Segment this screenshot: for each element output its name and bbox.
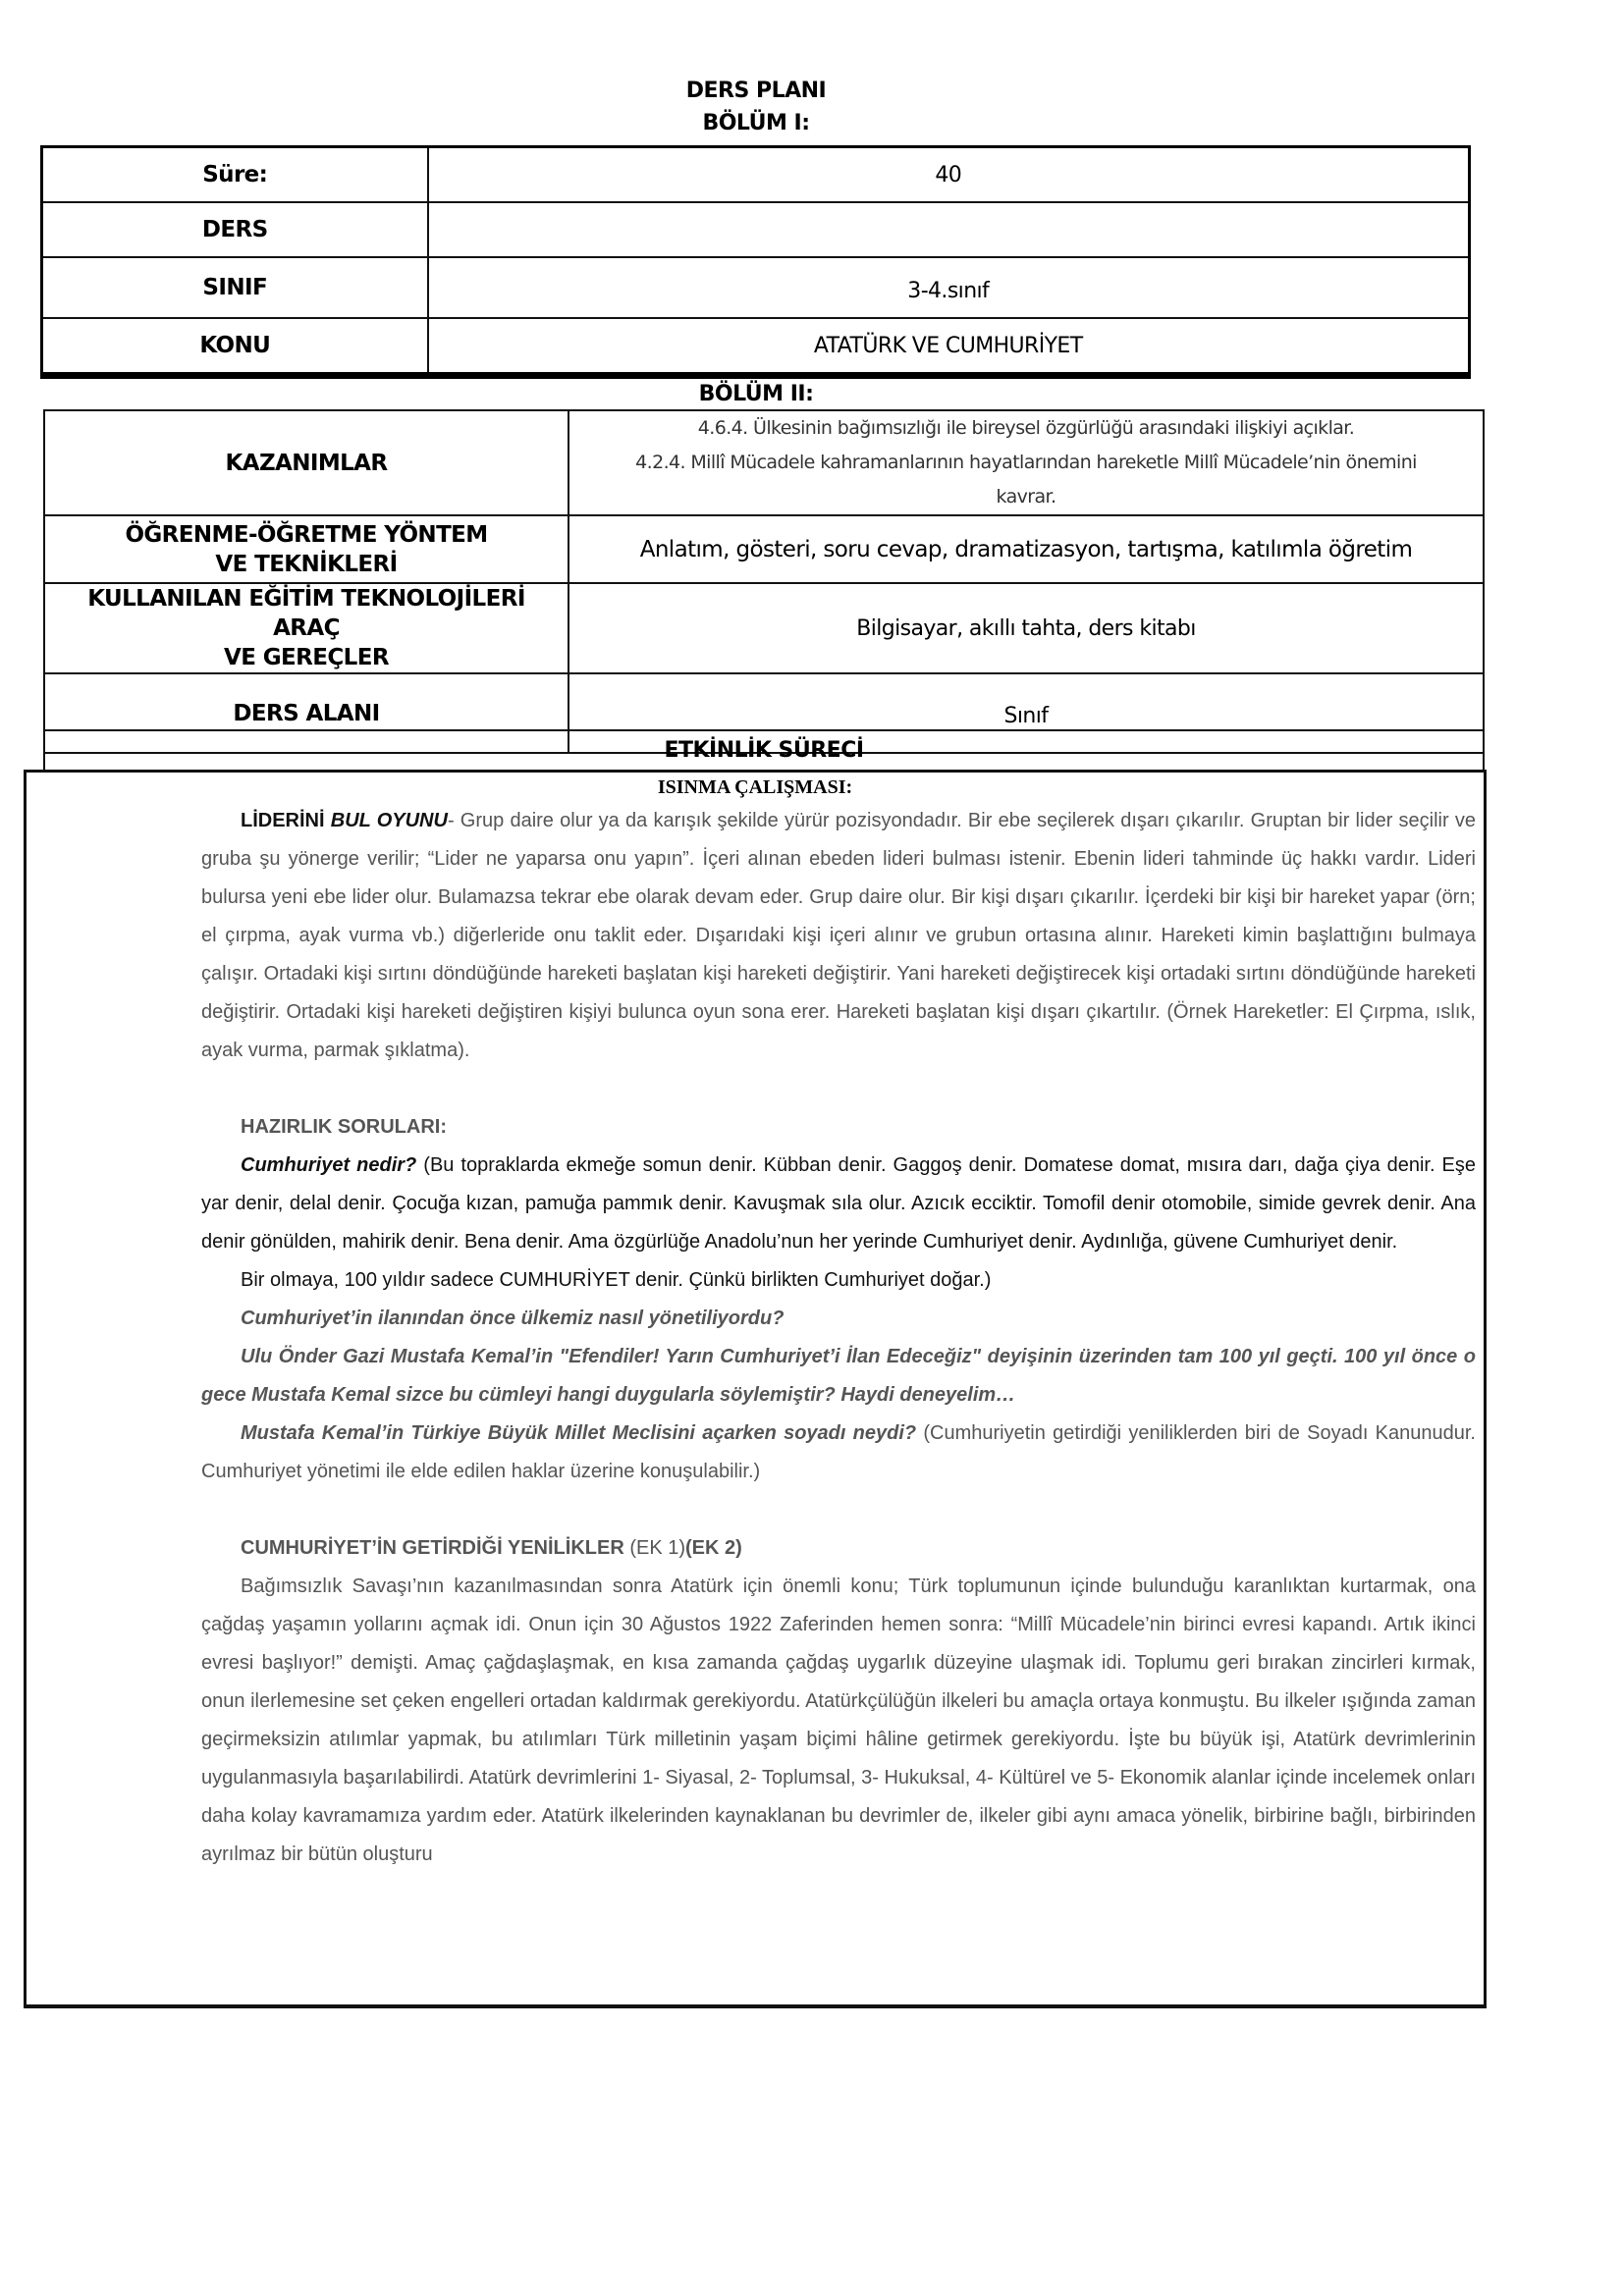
table-row <box>42 318 1470 376</box>
lesson-details-table <box>43 409 1485 754</box>
duration-value: 40 <box>428 147 1470 203</box>
question-1 <box>201 1147 1476 1261</box>
innovations-heading <box>201 1529 1476 1568</box>
game-title-b: BUL OYUNU <box>330 810 448 831</box>
area-label: DERS ALANI <box>44 673 568 753</box>
methods-value: Anlatım, gösteri, soru cevap, dramatizasyon, tartışma, katılımla öğretim <box>568 515 1484 583</box>
grade-label: SINIF <box>42 257 428 318</box>
course-label: DERS <box>42 202 428 257</box>
document-title: DERS PLANI <box>685 79 827 103</box>
question-4 <box>201 1415 1476 1491</box>
question-1-continued: Bir olmaya, 100 yıldır sadece CUMHURİYET denir. Çünkü birlikten Cumhuriyet doğar.) <box>241 1269 992 1291</box>
activity-content-box <box>24 770 1487 2008</box>
table-row <box>42 257 1470 318</box>
table-row <box>44 515 1484 583</box>
grade-value: 3-4.sınıf <box>428 257 1470 318</box>
outcomes-label: KAZANIMLAR <box>44 410 568 515</box>
table-row <box>44 410 1484 515</box>
annex-1-ref: (EK 1) <box>623 1537 686 1559</box>
methods-label <box>44 515 568 583</box>
outcome-item: 4.2.4. Millî Mücadele kahramanlarının hayatlarından hareketle Millî Mücadele’nin önemini kavrar. <box>635 452 1417 507</box>
lesson-info-table <box>40 145 1471 379</box>
innovations-paragraph: Bağımsızlık Savaşı’nın kazanılmasından sonra Atatürk için önemli konu; Türk toplumunun içinde bulunduğu karanlıktan kurtarmak, ona çağdaş yaşamın yollarını açmak idi. Onun için 30 Ağustos 1922 Zaferinden hemen sonra: “Millî Mücadele’nin birinci evresi kapandı. Artık ikinci evresi başlıyor!” demişti. Amaç çağdaşlaşmak, en kısa zamanda çağdaş uygarlık düzeyine ulaşmak idi. Toplumu geri bırakan zincirleri kırmak, onun ilerlemesine set çeken engelleri ortadan kaldırmak gerekiyordu. Atatürkçülüğün ilkeleri bu amaçla ortaya konmuştu. Bu ilkeler ışığında zaman geçirmeksizin atılımlar yapmak, bu atılımları Türk milletinin yaşam biçimi hâline getirmek gerekiyordu. İşte bu büyük işi, Atatürk devrimlerinin uygulanmasıyla başarılabilirdi. Atatürk devrimlerini 1- Siyasal, 2- Toplumsal, 3- Hukuksal, 4- Kültürel ve 5- Ekonomik alanlar içinde incelemek onları daha kolay kavramamıza yardım eder. Atatürk ilkelerinden kaynaklanan bu devrimler de, ilkeler gibi aynı amaca yönelik, birbirine bağlı, birbirinden ayrılmaz bir bütün oluşturu <box>201 1575 1476 1865</box>
tools-label-line: KULLANILAN EĞİTİM TEKNOLOJİLERİ ARAÇ <box>87 586 525 641</box>
tools-value: Bilgisayar, akıllı tahta, ders kitabı <box>568 583 1484 673</box>
prep-questions-heading: HAZIRLIK SORULARI: <box>241 1116 447 1138</box>
question-4-title: Mustafa Kemal’in Türkiye Büyük Millet Meclisini açarken soyadı neydi? <box>241 1422 917 1444</box>
tools-label <box>44 583 568 673</box>
annex-2-ref: (EK 2) <box>685 1537 742 1559</box>
warmup-heading: ISINMA ÇALIŞMASI: <box>657 776 853 798</box>
outcomes-value <box>568 410 1484 515</box>
course-value <box>428 202 1470 257</box>
topic-value: ATATÜRK VE CUMHURİYET <box>428 318 1470 376</box>
question-1-title: Cumhuriyet nedir? <box>241 1154 417 1176</box>
section-2-heading: BÖLÜM II: <box>698 382 814 406</box>
activity-process-heading: ETKİNLİK SÜRECİ <box>43 729 1485 770</box>
activity-content <box>201 802 1476 1874</box>
question-3: Ulu Önder Gazi Mustafa Kemal’in "Efendiler! Yarın Cumhuriyet’i İlan Edeceğiz" deyişinin üzerinden tam 100 yıl geçti. 100 yıl önce o gece Mustafa Kemal sizce bu cümleyi hangi duygularla söylemiştir? Haydi deneyelim… <box>201 1346 1476 1406</box>
table-row <box>42 202 1470 257</box>
question-4-text: (Cumhuriyetin getirdiği yeniliklerden biri de Soyadı Kanunudur. Cumhuriyet yönetimi ile elde edilen haklar üzerine konuşulabilir.) <box>201 1422 1476 1482</box>
question-2: Cumhuriyet’in ilanından önce ülkemiz nasıl yönetiliyordu? <box>241 1308 785 1329</box>
methods-label-line: ÖĞRENME-ÖĞRETME YÖNTEM <box>125 521 488 548</box>
game-text: - Grup daire olur ya da karışık şekilde yürür pozisyondadır. Bir ebe seçilerek dışarı çıkarılır. Gruptan bir lider seçilir ve gruba şu yönerge verilir; “Lider ne yaparsa onu yapın”. İçeri alınan ebeden lideri bulması istenir. Ebenin lideri tahminde üç hakkı vardır. Lideri bulursa yeni ebe lider olur. Bulamazsa tekrar ebe olarak devam eder. Grup daire olur. Bir kişi dışarı çıkarılır. İçerdeki bir kişi bir hareket yapar (örn; el çırpma, ayak vurma vb.) diğerleride onu taklit eder. Dışarıdaki kişi içeri alınır ve grubun ortasına alınır. Hareketi kimin başlattığını bulmaya çalışır. Ortadaki kişi sırtını döndüğünde hareketi başlatan kişi hareketi değiştirir. Yani hareketi değiştirecek kişi ortadaki sırtını döndüğünde hareketi değiştirir. Ortadaki kişi hareketi değiştiren kişiyi bulunca oyun sona erer. Hareketi başlatan kişi dışarı çıkartılır. (Örnek Hareketler: El Çırpma, ıslık, ayak vurma, parmak şıklatma). <box>201 810 1476 1061</box>
table-row <box>42 147 1470 203</box>
innovations-title: CUMHURİYET’İN GETİRDİĞİ YENİLİKLER <box>241 1537 624 1559</box>
methods-label-line: VE TEKNİKLERİ <box>215 551 398 577</box>
topic-label: KONU <box>42 318 428 376</box>
table-row <box>44 583 1484 673</box>
duration-label: Süre: <box>42 147 428 203</box>
area-value: Sınıf <box>568 673 1484 753</box>
tools-label-line: VE GEREÇLER <box>224 645 389 670</box>
outcome-item: 4.6.4. Ülkesinin bağımsızlığı ile bireysel özgürlüğü arasındaki ilişkiyi açıklar. <box>697 417 1355 439</box>
warmup-paragraph <box>201 802 1476 1070</box>
section-1-heading: BÖLÜM I: <box>702 111 810 135</box>
game-title-a: LİDERİNİ <box>241 810 331 831</box>
question-1-text: (Bu topraklarda ekmeğe somun denir. Kübban denir. Gaggoş denir. Domatese domat, mısıra darı, dağa çiya denir. Eşe yar denir, delal denir. Çocuğa kızan, pamuğa pammık denir. Kavuşmak sıla olur. Azıcık ecciktir. Tomofil denir otomobile, simide gevrek denir. Ana denir gönülden, mahirik denir. Bena denir. Ama özgürlüğe Anadolu’nun her yerinde Cumhuriyet denir. Aydınlığa, güvene Cumhuriyet denir. <box>201 1154 1476 1253</box>
